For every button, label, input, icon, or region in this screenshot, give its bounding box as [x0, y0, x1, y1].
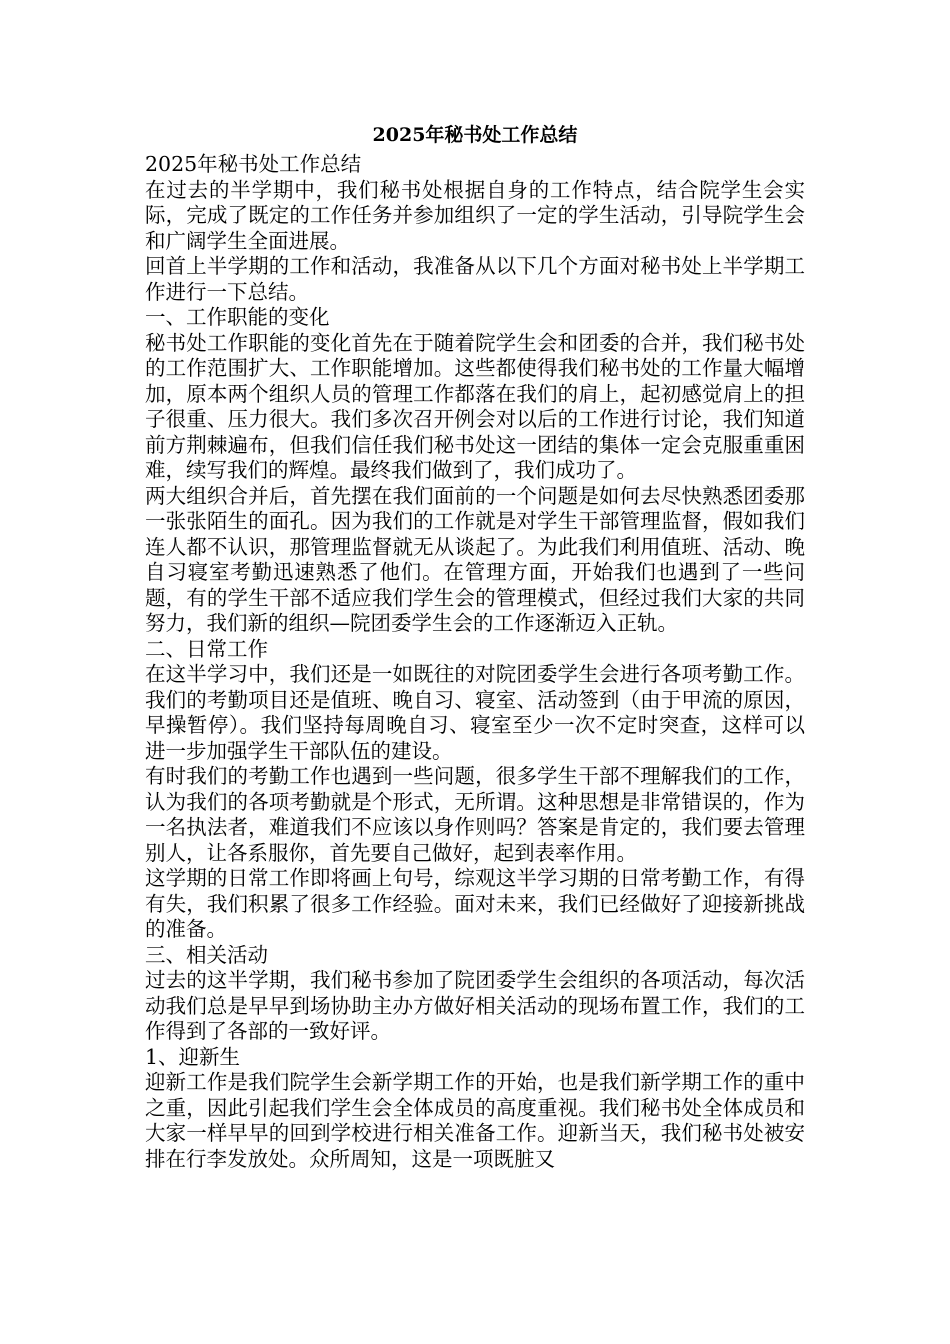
- paragraph: 回首上半学期的工作和活动，我准备从以下几个方面对秘书处上半学期工作进行一下总结。: [145, 254, 805, 304]
- paragraph: 有时我们的考勤工作也遇到一些问题，很多学生干部不理解我们的工作，认为我们的各项考勤就是个形式，无所谓。这种思想是非常错误的，作为一名执法者，难道我们不应该以身作则吗？答案是肯定的，我们要去管理别人，让各系服你，首先要自己做好，起到表率作用。: [145, 764, 805, 865]
- paragraph: 这学期的日常工作即将画上句号，综观这半学习期的日常考勤工作，有得有失，我们积累了很多工作经验。面对未来，我们已经做好了迎接新挑战的准备。: [145, 866, 805, 941]
- section-heading: 一、工作职能的变化: [145, 305, 330, 329]
- paragraph: 秘书处工作职能的变化首先在于随着院学生会和团委的合并，我们秘书处的工作范围扩大、工作职能增加。这些都使得我们秘书处的工作量大幅增加，原本两个组织人员的管理工作都落在我们的肩上，起初感觉肩上的担子很重、压力很大。我们多次召开例会对以后的工作进行讨论，我们知道前方荆棘遍布，但我们信任我们秘书处这一团结的集体一定会克服重重困难，续写我们的辉煌。最终我们做到了，我们成功了。: [145, 330, 805, 482]
- section-heading: 二、日常工作: [145, 636, 268, 661]
- paragraph: 两大组织合并后，首先摆在我们面前的一个问题是如何去尽快熟悉团委那一张张陌生的面孔。因为我们的工作就是对学生干部管理监督，假如我们连人都不认识，那管理监督就无从谈起了。为此我们利用值班、活动、晚自习寝室考勤迅速熟悉了他们。在管理方面，开始我们也遇到了一些问题，有的学生干部不适应我们学生会的管理模式，但经过我们大家的共同努力，我们新的组织—院团委学生会的工作逐渐迈入正轨。: [145, 483, 805, 635]
- paragraph: 迎新工作是我们院学生会新学期工作的开始，也是我们新学期工作的重中之重，因此引起我们学生会全体成员的高度重视。我们秘书处全体成员和大家一样早早的回到学校进行相关准备工作。迎新当天，我们秘书处被安排在行李发放处。众所周知，这是一项既脏又: [145, 1070, 805, 1171]
- paragraph: 过去的这半学期，我们秘书参加了院团委学生会组织的各项活动，每次活动我们总是早早到场协助主办方做好相关活动的现场布置工作，我们的工作得到了各部的一致好评。: [145, 968, 805, 1043]
- document-page: [145, 118, 805, 1172]
- paragraph: 在过去的半学期中，我们秘书处根据自身的工作特点，结合院学生会实际，完成了既定的工作任务并参加组织了一定的学生活动，引导院学生会和广阔学生全面进展。: [145, 177, 805, 253]
- subsection-heading: 1、迎新生: [145, 1044, 241, 1069]
- paragraph: 在这半学习中，我们还是一如既往的对院团委学生会进行各项考勤工作。我们的考勤项目还是值班、晚自习、寝室、活动签到（由于甲流的原因，早操暂停）。我们坚持每周晚自习、寝室至少一次不定时突查，这样可以进一步加强学生干部队伍的建设。: [145, 662, 805, 763]
- subtitle-line: 2025年秘书处工作总结: [145, 152, 362, 176]
- section-heading: 三、相关活动: [145, 942, 268, 967]
- document-body: [145, 152, 805, 1172]
- document-title: 2025年秘书处工作总结: [372, 124, 578, 146]
